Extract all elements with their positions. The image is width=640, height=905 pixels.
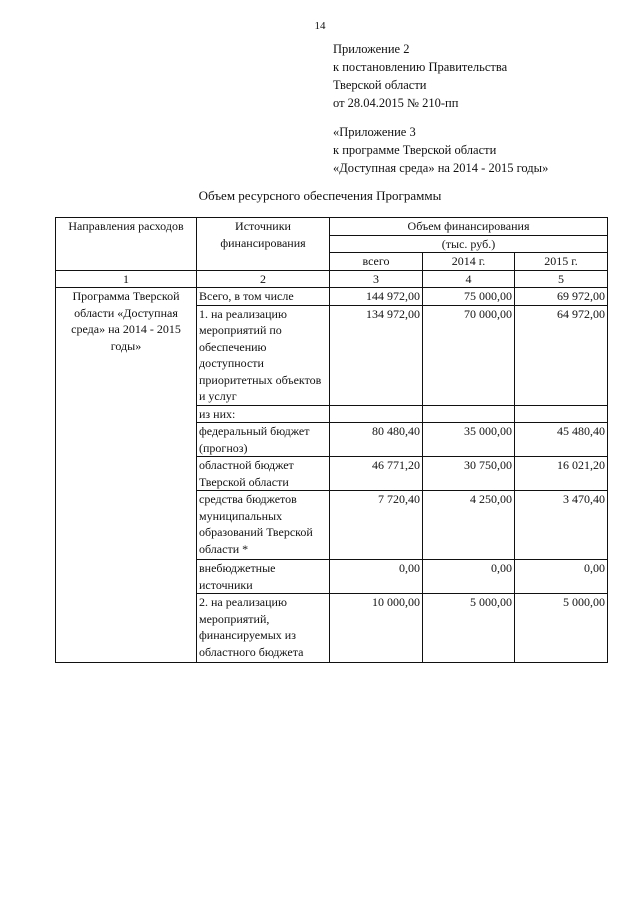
total-cell: 80 480,40: [330, 423, 423, 457]
total-cell: [330, 405, 423, 423]
appendix-3-line: к программе Тверской области: [333, 143, 497, 157]
appendix-2-line: от 28.04.2015 № 210-пп: [333, 96, 459, 110]
header-sources: Источники финансирования: [197, 218, 330, 271]
total-cell: 0,00: [330, 560, 423, 594]
source-cell: средства бюджетов муниципальных образований Тверской области *: [197, 491, 330, 560]
y2015-cell: 5 000,00: [515, 594, 608, 663]
column-number: 3: [330, 270, 423, 288]
y2014-cell: 0,00: [423, 560, 515, 594]
appendix-2-line: Тверской области: [333, 78, 427, 92]
source-cell: федеральный бюджет (прогноз): [197, 423, 330, 457]
y2015-cell: 69 972,00: [515, 288, 608, 306]
page-number: 14: [314, 20, 326, 32]
total-cell: 7 720,40: [330, 491, 423, 560]
source-cell: Всего, в том числе: [197, 288, 330, 306]
column-number: 4: [423, 270, 515, 288]
column-number: 1: [56, 270, 197, 288]
y2015-cell: 16 021,20: [515, 457, 608, 491]
appendix-2-line: Приложение 2: [333, 42, 410, 56]
total-cell: 144 972,00: [330, 288, 423, 306]
y2014-cell: 30 750,00: [423, 457, 515, 491]
appendix-2-line: к постановлению Правительства: [333, 60, 508, 74]
header-2014: 2014 г.: [423, 253, 515, 271]
header-direction: Направления расходов: [56, 218, 197, 271]
y2014-cell: 4 250,00: [423, 491, 515, 560]
source-cell: 2. на реализацию мероприятий, финансируемых из областного бюджета: [197, 594, 330, 663]
program-name-cell: Программа Тверской области «Доступная среда» на 2014 - 2015 годы»: [56, 288, 197, 663]
y2014-cell: [423, 405, 515, 423]
source-cell: из них:: [197, 405, 330, 423]
total-cell: 46 771,20: [330, 457, 423, 491]
source-cell: внебюджетные источники: [197, 560, 330, 594]
total-cell: 10 000,00: [330, 594, 423, 663]
header-units: (тыс. руб.): [330, 235, 608, 253]
y2015-cell: 64 972,00: [515, 305, 608, 405]
header-total: всего: [330, 253, 423, 271]
appendix-3-line: «Доступная среда» на 2014 - 2015 годы»: [333, 161, 549, 175]
source-cell: областной бюджет Тверской области: [197, 457, 330, 491]
y2014-cell: 75 000,00: [423, 288, 515, 306]
column-number: 2: [197, 270, 330, 288]
y2015-cell: 0,00: [515, 560, 608, 594]
table-row: [56, 288, 608, 306]
appendix-3-line: «Приложение 3: [333, 125, 416, 139]
y2014-cell: 70 000,00: [423, 305, 515, 405]
y2015-cell: 45 480,40: [515, 423, 608, 457]
total-cell: 134 972,00: [330, 305, 423, 405]
document-title: Объем ресурсного обеспечения Программы: [198, 188, 442, 203]
header-2015: 2015 г.: [515, 253, 608, 271]
y2014-cell: 35 000,00: [423, 423, 515, 457]
appendix-3-header: [333, 123, 633, 177]
column-number: 5: [515, 270, 608, 288]
source-cell: 1. на реализацию мероприятий по обеспечению доступности приоритетных объектов и услуг: [197, 305, 330, 405]
header-volume: Объем финансирования: [330, 218, 608, 236]
y2014-cell: 5 000,00: [423, 594, 515, 663]
y2015-cell: [515, 405, 608, 423]
financing-table: [55, 217, 608, 663]
appendix-2-header: [333, 40, 633, 112]
y2015-cell: 3 470,40: [515, 491, 608, 560]
